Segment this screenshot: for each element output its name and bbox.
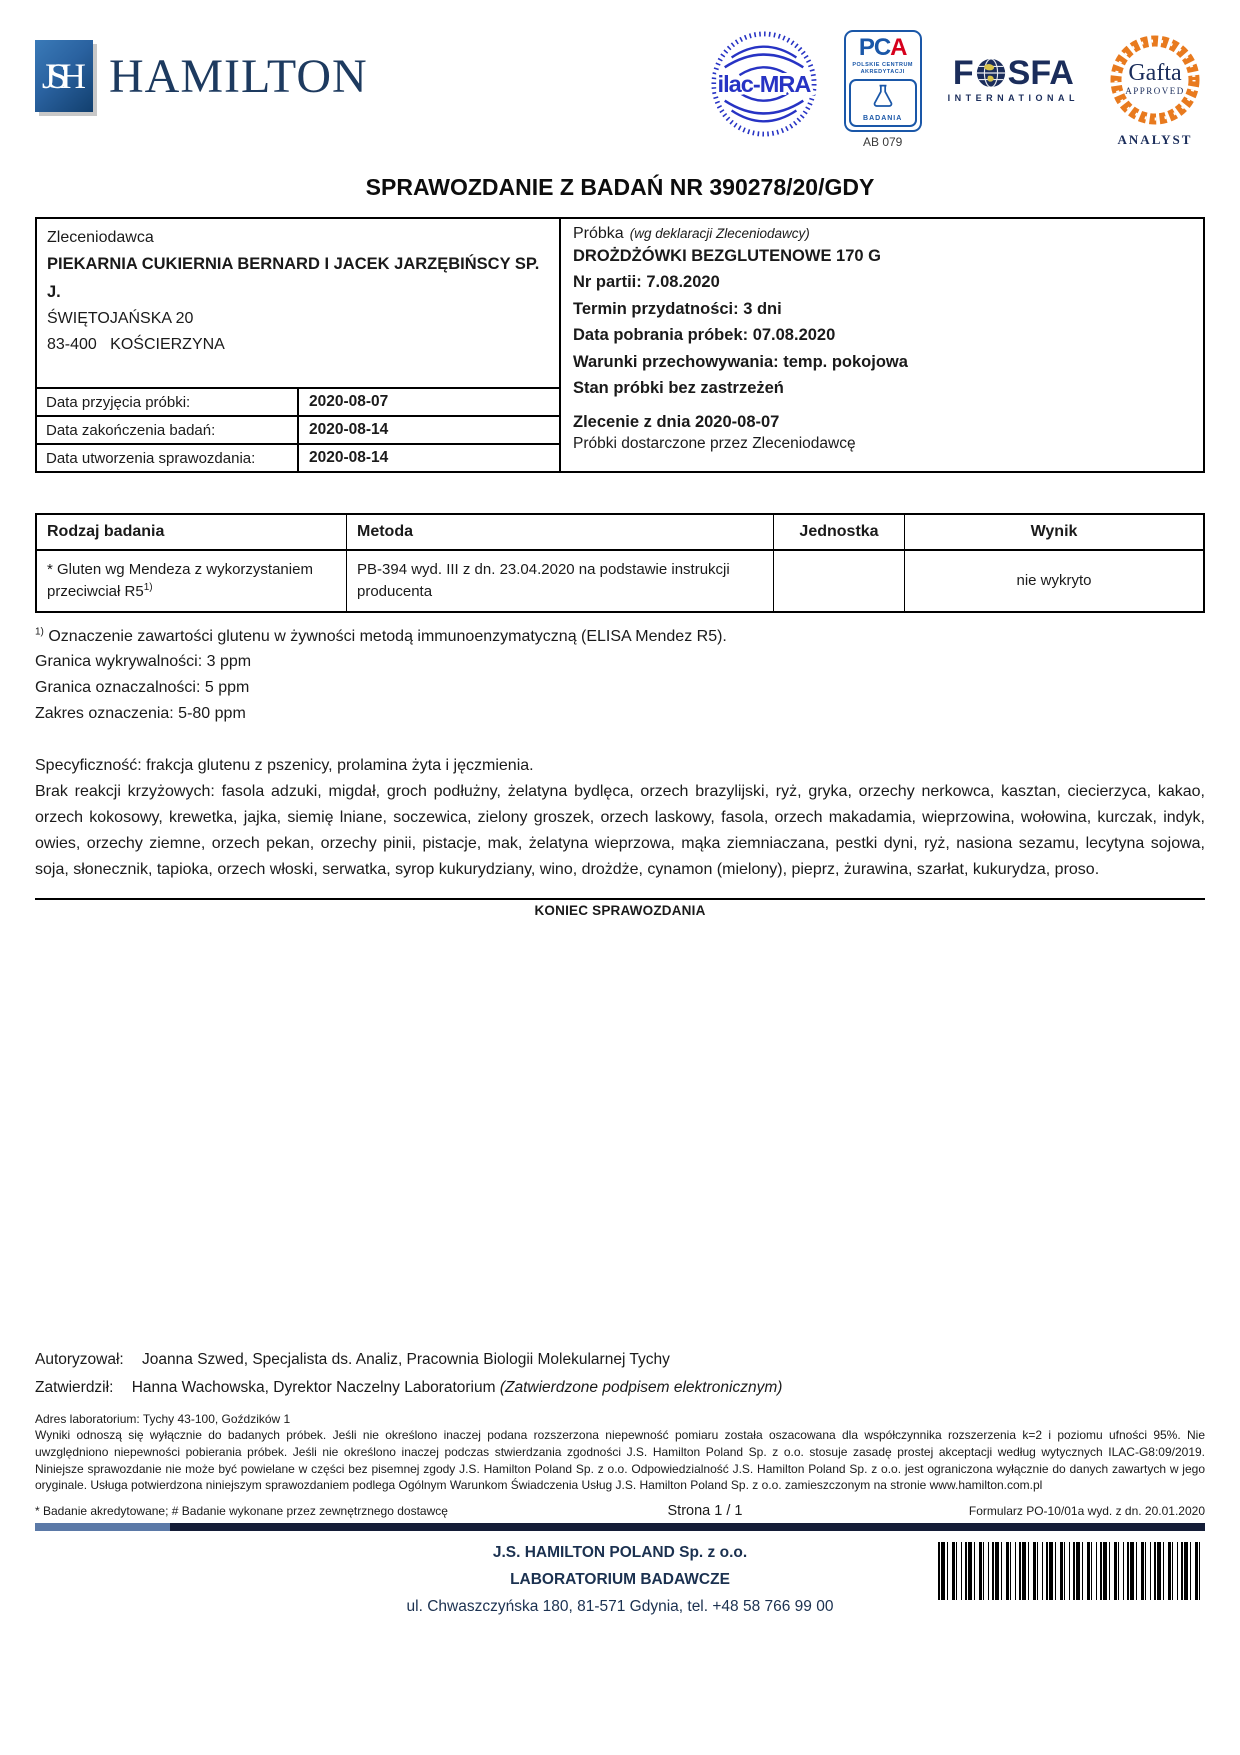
footer-bar — [35, 1523, 1205, 1531]
detection-limit: Granica wykrywalności: 3 ppm — [35, 653, 252, 671]
approved-by-line — [35, 1374, 1205, 1402]
approved-by-label: Zatwierdził: — [35, 1378, 114, 1396]
flask-icon — [870, 83, 896, 109]
divider — [35, 898, 1205, 900]
hamilton-wordmark: HAMILTON — [109, 49, 368, 103]
quantification-limit: Granica oznaczalności: 5 ppm — [35, 679, 250, 697]
ilac-mra-logo — [710, 30, 818, 138]
footer-address: ul. Chwaszczyńska 180, 81-571 Gdynia, tel. +48 58 766 99 00 — [406, 1597, 834, 1615]
pca-subtitle: POLSKIE CENTRUM AKREDYTACJI — [852, 62, 913, 76]
hamilton-logo — [35, 40, 368, 112]
gafta-logo — [1105, 30, 1205, 148]
determination-range: Zakres oznaczenia: 5-80 ppm — [35, 705, 246, 723]
client-address-2: 83-400 KOŚCIERZYNA — [47, 336, 225, 354]
signatures — [35, 1346, 1205, 1402]
client-address-1: ŚWIĘTOJAŃSKA 20 — [47, 309, 194, 327]
footnote-method: $^{1)}$ Oznaczenie zawartości glutenu w żywności metodą immunoenzymatyczną (ELISA Mendez R5). — [35, 626, 727, 645]
date-created-value: 2020-08-14 — [297, 445, 559, 471]
sample-storage: Warunki przechowywania: temp. pokojowa — [573, 352, 908, 371]
authorized-by-label: Autoryzował: — [35, 1350, 124, 1368]
col-header-unit: Jednostka — [774, 515, 905, 551]
table-row — [37, 415, 559, 443]
result-unit — [774, 551, 905, 611]
jsh-initials: JSH — [41, 56, 79, 96]
col-header-result: Wynik — [905, 515, 1203, 551]
cross-reactions: Brak reakcji krzyżowych: fasola adzuki, migdał, groch podłużny, żelatyna bydlęca, orzech brazylijski, ryż, gryka, orzechy nerkowca, kasztan, ciecierzyca, kakao, orzech kokosowy, krewetka, jajka, siemię lniane, soczewica, zielony groszek, orzech laskowy, fasola, orzech makadamia, wieprzowina, wołowina, kurczak, indyk, owies, orzechy ziemne, orzech pekan, orzechy pinii, pistacje, mak, żelatyna wieprzowa, mąka ziemniaczana, pestki dyni, ryż, nasiona sezamu, lecytyna sojowa, soja, słonecznik, tapioka, orzech włoski, serwatka, syrop kukurydziany, wino, drożdże, cynamon (mielony), pieprz, żurawina, szarłat, kukurydza, proso. — [35, 783, 1205, 878]
footer-lab: LABORATORIUM BADAWCZE — [510, 1570, 730, 1588]
sample-shelf-life: Termin przydatności: 3 dni — [573, 299, 782, 318]
date-finished-label: Data zakończenia badań: — [46, 421, 216, 439]
method-notes — [35, 624, 1205, 728]
form-number: Formularz PO-10/01a wyd. z dn. 20.01.2020 — [968, 1503, 1205, 1518]
date-created-label: Data utworzenia sprawozdania: — [46, 449, 256, 467]
disclaimer: Wyniki odnoszą się wyłącznie do badanych próbek. Jeśli nie określono inaczej podana rozszerzona niepewność pomiaru została oszacowana dla współczynnika rozszerzenia k=2 i poziomu ufności 95%. Nie uwzględniono niepewności pobierania próbek. Jeśli nie określono inaczej podczas stwierdzania zgodności J.S. Hamilton Poland Sp. z o.o. stosuje zasadę prostej akceptacji według wytycznych ILAC-G8:09/2019. Niniejsze sprawozdanie nie może być powielane w części bez pisemnej zgody J.S. Hamilton Poland Sp. z o.o. Odpowiedzialność J.S. Hamilton Poland Sp. z o.o. jest ograniczona wyłącznie do danych zawartych w jego oryginale. Usługa potwierdzona niniejszym sprawozdaniem podlega Ogólnym Warunkom Świadczenia Usług J.S. Hamilton Poland Sp. z o.o. zamieszczonym na stronie www.hamilton.com.pl — [35, 1428, 1205, 1493]
electronic-signature-note: (Zatwierdzone podpisem elektronicznym) — [499, 1378, 783, 1396]
client-details — [37, 219, 559, 387]
client-name: PIEKARNIA CUKIERNIA BERNARD I JACEK JARZĘBIŃSCY SP. J. — [47, 255, 540, 301]
sample-condition: Stan próbki bez zastrzeżeń — [573, 378, 784, 397]
fosfa-wordmark: F SFA — [952, 54, 1074, 92]
sample-label-note: (wg deklaracji Zleceniodawcy) — [629, 226, 810, 241]
date-received-label: Data przyjęcia próbki: — [46, 393, 191, 411]
sample-delivery: Próbki dostarczone przez Zleceniodawcę — [573, 435, 856, 453]
sample-label: Próbka (wg deklaracji Zleceniodawcy) — [573, 225, 810, 242]
col-header-method: Metoda — [347, 515, 774, 551]
sample-collection-date: Data pobrania próbek: 07.08.2020 — [573, 326, 836, 345]
svg-text:ilac-MRA: ilac-MRA — [717, 70, 811, 97]
page-number: Strona 1 / 1 — [667, 1502, 743, 1519]
approved-by-name: Hanna Wachowska, Dyrektor Naczelny Laboratorium — [131, 1378, 496, 1396]
svg-text:APPROVED: APPROVED — [1125, 86, 1185, 96]
client-label: Zleceniodawca — [47, 229, 154, 246]
order-date: Zlecenie z dnia 2020-08-07 — [573, 413, 780, 432]
authorized-by-line — [35, 1346, 1205, 1374]
authorized-by-name: Joanna Szwed, Specjalista ds. Analiz, Pracownia Biologii Molekularnej Tychy — [142, 1350, 670, 1368]
sample-batch: Nr partii: 7.08.2020 — [573, 273, 720, 292]
results-table — [35, 513, 1205, 613]
client-column — [37, 219, 561, 471]
date-received-value: 2020-08-07 — [297, 389, 559, 415]
blank-space — [35, 918, 1205, 1346]
fosfa-logo — [948, 56, 1079, 103]
footnote-row — [35, 1503, 1205, 1519]
header — [35, 30, 1205, 148]
gafta-analyst-label: ANALYST — [1117, 132, 1193, 147]
sample-name: DROŻDŻÓWKI BEZGLUTENOWE 170 G — [573, 247, 882, 265]
result-test-name: * Gluten wg Mendeza z wykorzystaniem przeciwciał R5$^{1)}$ — [37, 551, 347, 611]
pca-badania-label: BADANIA — [863, 115, 903, 123]
sample-column — [561, 219, 1203, 471]
result-method: PB-394 wyd. III z dn. 23.04.2020 na podstawie instrukcji producenta — [347, 551, 774, 611]
pca-badge — [844, 30, 922, 132]
table-row — [37, 387, 559, 415]
footer-company: J.S. HAMILTON POLAND Sp. z o.o. — [492, 1543, 748, 1561]
pca-flask-badge — [849, 79, 917, 127]
specificity: Specyficzność: frakcja glutenu z pszenicy, prolamina żyta i jęczmienia. — [35, 757, 534, 775]
accredited-note: * Badanie akredytowane; # Badanie wykonane przez zewnętrznego dostawcę — [35, 1503, 448, 1518]
ilac-mra-icon — [710, 30, 818, 138]
date-finished-value: 2020-08-14 — [297, 417, 559, 443]
accreditation-logos — [710, 30, 1205, 149]
barcode — [938, 1542, 1202, 1600]
col-header-test: Rodzaj badania — [37, 515, 347, 551]
fosfa-subtitle: INTERNATIONAL — [947, 93, 1079, 103]
specificity-block — [35, 753, 1205, 883]
lab-address: Adres laboratorium: Tychy 43-100, Goździków 1 — [35, 1412, 291, 1427]
info-table — [35, 217, 1205, 473]
svg-text:Gafta: Gafta — [1128, 60, 1182, 86]
end-of-report-label: KONIEC SPRAWOZDANIA — [534, 902, 706, 918]
pca-wordmark: PCA — [858, 34, 907, 61]
jsh-monogram-icon — [35, 40, 93, 112]
pca-number: AB 079 — [862, 135, 903, 150]
footnote-ref: 1) — [143, 581, 153, 593]
pca-logo — [844, 30, 922, 149]
report-title: SPRAWOZDANIE Z BADAŃ NR 390278/20/GDY — [365, 174, 875, 200]
footnote-marker: 1) — [35, 626, 44, 638]
table-row — [37, 443, 559, 471]
gafta-wreath-icon — [1105, 30, 1205, 130]
result-value: nie wykryto — [1016, 571, 1092, 589]
globe-icon — [975, 57, 1007, 89]
